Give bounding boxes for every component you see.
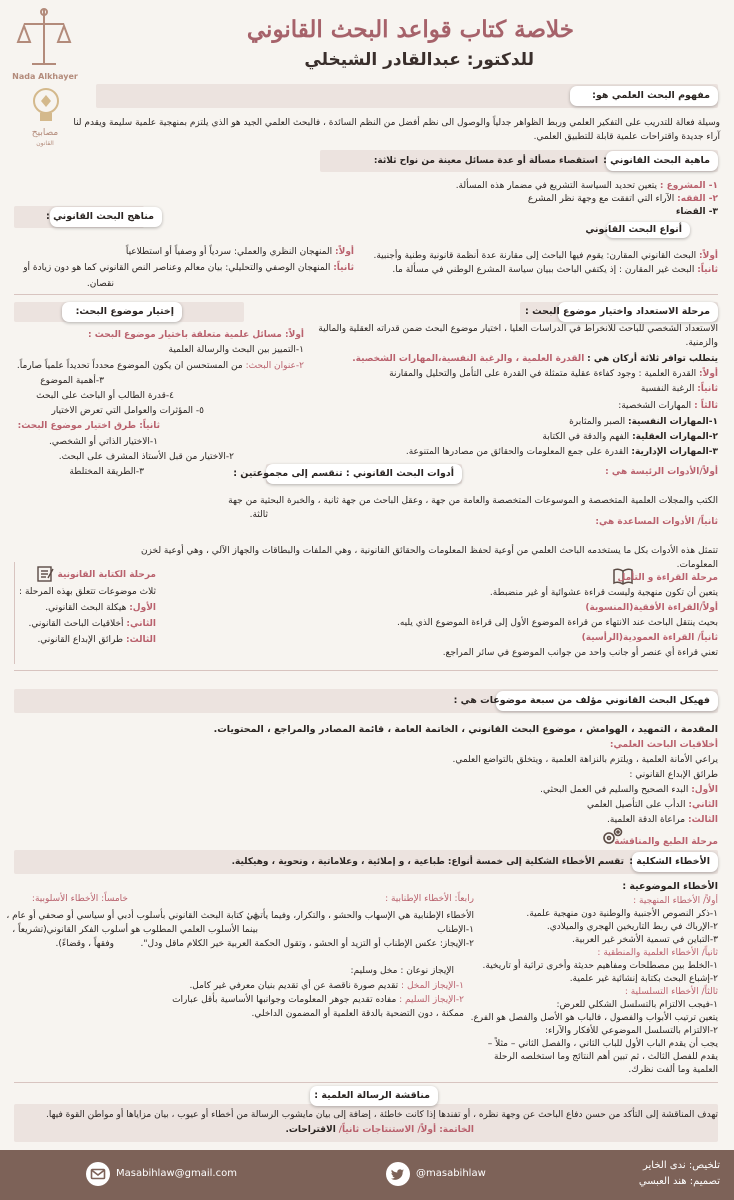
errors-m-3: ٣-التباين في تسمية الأشخر غير العربية. <box>571 935 718 945</box>
choose-item-2-text: من المستحسن ان يكون الموضوع محدداً تحديداً علمياً صارماً. <box>16 361 243 371</box>
structure-title: فهيكل البحث القانوني مؤلف من سبعة موضوعات هي : <box>496 691 718 711</box>
prep-second-label: ثانياً: <box>697 384 718 394</box>
nature-item-2-text: الآراء التي اتفقت مع وجهة نظر المشرع <box>527 194 675 204</box>
choose-method-2: ٢-الاختيار من قبل الأستاذ المشرف على البحث. <box>58 452 234 462</box>
tools-aux-line-1: تتمثل هذه الأدوات بكل ما يستخدمه الباحث العلمي من أوعية لحفظ المعلومات والحقائق القانونية ، وهي الملفات والبطاقات والجهاز الآلي ، وهي أوعية لخزن <box>140 546 718 556</box>
nature-item-1 <box>456 180 718 193</box>
errors-m-title: أولاً/ الأخطاء المنهجية : <box>633 896 718 906</box>
prep-skill-1-text: الصبر والمثابرة <box>569 417 626 427</box>
ethics-text: يراعي الأمانة العلمية ، ويلتزم بالنزاهة العلمية ، ويتخلق بالتواضع العلمي. <box>452 755 718 765</box>
errors-r-2: ١-الإطناب <box>437 925 474 935</box>
methods-second-cont: نقصان. <box>86 279 114 289</box>
prep-skill-3-text: القدرة على جمع المعلومات والحقائق من مصادرها المتنوعة. <box>405 447 629 457</box>
tools-main-title: أولاً/الأدوات الرئيسة هي : <box>605 467 718 477</box>
nature-item-1-label: ١- المشروع : <box>659 181 718 191</box>
types-title: أنواع البحث القانوني <box>606 222 690 238</box>
writing-second-label: الثاني: <box>126 619 156 629</box>
reading-line-5: تعني قراءة أي عنصر أو جانب واحد من جوانب الموضوع في سائر المراجع. <box>442 648 718 658</box>
prep-skill-1 <box>569 416 718 429</box>
prep-second-text: الرغبة النفسية <box>640 384 695 394</box>
choose-item-5: ٥- المؤثرات والعوامل التي تعرض الاختيار <box>51 406 204 416</box>
errors-s-1: ١-الخلط بين مصطلحات ومفاهيم حديثة وأخرى تراثية أو تاريخية. <box>482 961 718 971</box>
tools-main-line-1: الكتب والمجلات العلمية المتخصصة و الموسوعات المتخصصة والعامة من جهة ، وعقل الباحث من جهة ثانية ، والخبرة البحثية من جهة <box>228 496 718 506</box>
prep-third <box>618 400 718 413</box>
nature-item-3: ٣- القضاء <box>675 207 718 217</box>
brand-subtitle: القانون <box>36 140 54 147</box>
writing-first <box>45 602 156 615</box>
errors-st-title: خامساً: الأخطاء الأسلوبية: <box>31 894 128 904</box>
types-second <box>392 264 718 277</box>
nature-item-2-label: ٢- الفقه: <box>677 194 718 204</box>
author-name: للدكتور: عبدالقادر الشيخلي <box>304 50 534 70</box>
creative-2-text: الدأب على التأصيل العلمي <box>586 800 686 810</box>
logo-name: Nada Alkhayer <box>12 72 78 81</box>
footer-design: تصميم: هند العبسي <box>638 1176 720 1187</box>
choose-method-3: ٣-الطريقة المختلطة <box>69 467 144 477</box>
errors-q-2: يتعين ترتيب الأبواب والفصول ، فالباب هو الأصل والفصل هو الفرع. <box>470 1013 718 1023</box>
brand-name: مصابيح <box>31 128 59 138</box>
concept-title: مفهوم البحث العلمي هو: <box>570 86 718 106</box>
writing-second-text: أخلاقيات الباحث القانوني. <box>28 619 124 629</box>
writing-title: مرحلة الكتابة القانونية <box>57 570 156 580</box>
errors-m-1: ١-ذكر النصوص الأجنبية والوطنية دون منهجية علمية. <box>526 909 718 919</box>
footer-summary: تلخيص: ندى الخاير <box>642 1160 720 1171</box>
choose-item-2-label: ٢-عنوان البحث: <box>245 361 304 371</box>
structure-list: المقدمة ، التمهيد ، الهوامش ، موضوع البحث القانوني ، الخاتمة العامة ، قائمة المصادر والمراجع ، المحتويات. <box>213 724 718 735</box>
errors-q-5: يقدم للفصل الثالث ، ثم تبين أهم النتائج وما استخلصه الرحلة <box>494 1052 718 1062</box>
errors-r-3: ٢-الإيجاز: عكس الإطناب أو التزيد أو الحشو ، وتقول الحكمة العربية خير الكلام ماقل ودل". <box>140 939 474 949</box>
tools-aux-line-2: المعلومات. <box>676 560 718 570</box>
prep-first-label: أولاً: <box>699 369 718 379</box>
prep-skill-2-label: ٢-المهارات العقلية: <box>632 432 718 442</box>
prep-line-1: الاستعداد الشخصي للباحث للانخراط في الدراسات العليا ، اختيار موضوع البحث ضمن قدراته العقلية والمالية <box>318 324 718 334</box>
discussion-title: مناقشة الرسالة العلمية : <box>310 1086 438 1106</box>
prep-skill-2-text: الفهم والدقة في الكتابة <box>542 432 630 442</box>
email-address[interactable]: Masabihlaw@gmail.com <box>116 1168 237 1179</box>
errors-m-2: ٢-الإرباك في ربط التاريخين الهجري والميلادي. <box>546 922 718 932</box>
writing-first-label: الأول: <box>129 603 156 613</box>
discussion-line-2 <box>285 1124 474 1137</box>
nature-item-1-text: يتعين تحديد السياسة التشريع في مضمار هذه المسألة. <box>455 181 658 191</box>
choose-item-3: ٣-أهمية الموضوع <box>40 376 104 386</box>
twitter-handle[interactable]: @masabihlaw <box>416 1168 486 1179</box>
discussion-conclusion-text: الاقتراحات. <box>285 1125 336 1135</box>
methods-second-label: ثانياً: <box>333 263 354 273</box>
prep-line-2: والزمنية. <box>685 338 718 348</box>
prep-pillars-lead: يتطلب توافر ثلاثة أركان هي : <box>587 354 718 364</box>
section-divider-2 <box>14 670 718 671</box>
prep-first <box>389 368 718 381</box>
twitter-icon[interactable] <box>386 1162 410 1186</box>
errors-s-2: ٢-إشباع البحث بكتابة إنشائية غير علمية. <box>569 974 718 984</box>
methods-first <box>126 246 354 259</box>
prep-skill-2 <box>542 431 718 444</box>
errors-ij-1-label: ١-الإيجاز المخل : <box>401 981 464 991</box>
writing-third <box>37 634 156 647</box>
concept-line-1: وسيلة فعالة للتدريب على التفكير العلمي وربط الظواهر جدلياً والوصول الى نظم أفضل من النظم السائدة ، فالبحث العلمي الجيد هو الذي يلتزم بمنهجية علمية سليمة ويقدم لنا <box>73 118 720 128</box>
types-second-label: ثانياً: <box>697 265 718 275</box>
lightbulb-icon <box>28 86 64 126</box>
printing-title: مرحلة الطبع والمناقشة <box>614 837 718 847</box>
printing-lead-label: الأخطاء الشكلية : <box>632 852 718 872</box>
printing-lead-text: تقسم الأخطاء الشكلية إلى خمسة أنواع: طباعية ، و إملائية ، وعلاماتية ، ونحوية ، وهيكلية. <box>231 857 624 867</box>
errors-q-6: العلمية وما ألفت نظرك. <box>628 1065 718 1075</box>
prep-skill-3 <box>406 446 718 459</box>
errors-ij-2 <box>172 994 464 1007</box>
email-icon[interactable] <box>86 1162 110 1186</box>
choose-second-title: ثانياً: طرق اختيار موضوع البحث: <box>17 421 160 431</box>
errors-ij-1-text: تقديم صورة ناقصة عن أي تقديم بنيان معرفي غير كامل. <box>189 981 399 991</box>
prep-second <box>641 383 718 396</box>
tools-aux-title: ثانياً/ الأدوات المساعدة هي: <box>595 517 718 527</box>
methods-second-text: المنهجان الوصفي والتحليلي: بيان معالم وعناصر النص القانوني كما هو دون زيادة أو <box>23 263 331 273</box>
types-second-text: البحث غير المقارن : إذ يكتفي الباحث ببيان سياسة المشرع الوطني في مسألة ما. <box>392 265 695 275</box>
scales-logo-icon <box>14 6 74 70</box>
prep-third-label: ثالثاً : <box>694 401 718 411</box>
errors-r-title: رابعاً: الأخطاء الإطنابية : <box>385 894 474 904</box>
discussion-conclusion-label: الخاتمة: أولاً/ الاستنتاجات ثانياً/ <box>338 1125 474 1135</box>
reading-line-4: ثانياً/ القراءة العمودية(الرأسية) <box>581 633 718 643</box>
creative-1-text: البدء الصحيح والسليم في العمل البحثي. <box>540 785 689 795</box>
tools-main-line-2: ثالثة. <box>249 510 268 520</box>
creative-1-label: الأول: <box>691 785 718 795</box>
errors-st-3: وفقهاً ، وقضاءً). <box>55 939 114 949</box>
methods-second <box>23 262 354 275</box>
nature-text: استقصاء مسألة أو عدة مسائل معينة من نواح ثلاثة: <box>373 156 598 166</box>
methods-title: مناهج البحث القانوني : <box>50 207 162 227</box>
errors-ij-1 <box>189 980 464 993</box>
creative-3-label: الثالث: <box>687 815 718 825</box>
choose-item-1: ١-التمييز بين البحث والرسالة العلمية <box>168 345 304 355</box>
notepad-icon <box>36 565 56 583</box>
choose-title: إختيار موضوع البحث: <box>62 302 182 322</box>
prep-skill-1-label: ١-المهارات النفسية: <box>627 417 718 427</box>
methods-first-text: المنهجان النظري والعملي: سردياً أو وصفياً أو استطلاعياً <box>125 247 333 257</box>
errors-st-1: في كتابة البحث القانوني بأسلوب أدبي أو سياسي أو صحفي أو عام ، <box>6 911 258 921</box>
errors-title: الأخطاء الموضوعية : <box>622 881 718 892</box>
writing-second <box>28 618 156 631</box>
prep-pillars-list: القدرة العلمية ، والرغبة النفسية،المهارات الشخصية. <box>352 354 585 364</box>
prep-first-text: القدرة العلمية : وجود كفاءة عقلية متمثلة في القدرة على التأمل والتحليل والمقارنة <box>389 369 697 379</box>
errors-ij-title: الإيجاز نوعان : مخل وسليم: <box>350 966 454 976</box>
errors-r-1: الأخطاء الإطنابية هي الإسهاب والحشو ، والتكرار، وفيما يأتي : <box>247 911 474 921</box>
footer <box>0 1150 734 1200</box>
reading-line-1: يتعين أن تكون منهجية وليست قراءة عشوائية أو غير منضبطة. <box>489 588 718 598</box>
writing-third-text: طرائق الإبداع القانوني. <box>37 635 124 645</box>
creative-1 <box>540 784 718 797</box>
methods-first-label: أولاً: <box>335 247 354 257</box>
choose-first-title: أولاً: مسائل علمية متعلقة باختيار موضوع البحث : <box>88 330 304 340</box>
creative-2-label: الثاني: <box>688 800 718 810</box>
prep-third-text: المهارات الشخصية: <box>618 401 692 411</box>
prep-title: مرحلة الاستعداد واختيار موضوع البحث : <box>558 302 718 322</box>
writing-line-1: ثلاث موضوعات تتعلق بهذه المرحلة : <box>19 587 156 597</box>
creative-3-text: مراعاة الدقة العلمية. <box>606 815 686 825</box>
ethics-title: أخلاقيات الباحث العلمي: <box>609 740 718 750</box>
errors-q-title: ثالثاً/ الأخطاء التسلسلية : <box>624 987 718 997</box>
writing-third-label: الثالث: <box>125 635 156 645</box>
page-title: خلاصة كتاب قواعد البحث القانوني <box>246 16 574 43</box>
errors-st-2: بينما الأسلوب العلمي المطلوب هو أسلوب الفكر القانوني(تشريعاً ، <box>12 925 258 935</box>
section-divider <box>14 294 718 295</box>
section-divider-3 <box>14 1082 718 1083</box>
prep-pillars <box>352 353 718 366</box>
creative-title: طرائق الإبداع القانوني : <box>629 770 718 780</box>
errors-q-1: ١-فيجب الالتزام بالتسلسل الشكلي للعرض: <box>556 1000 718 1010</box>
nature-item-2 <box>528 193 718 206</box>
errors-q-3: ٢-الالتزام بالتسلسل الموضوعي للأفكار والآراء: <box>544 1026 718 1036</box>
tools-title: أدوات البحث القانوني : تنقسم إلى مجموعتين : <box>266 464 462 484</box>
types-first-text: البحث القانوني المقارن: يقوم فيها الباحث إلى مقارنة عدة أنظمة قانونية وطنية وأجنبية. <box>373 251 697 261</box>
creative-2 <box>587 799 718 812</box>
reading-title: مرحلة القراءة و التأمل <box>617 573 718 583</box>
choose-item-2 <box>17 360 304 373</box>
errors-s-title: ثانياً/ الأخطاء العلمية والمنطقية : <box>597 948 718 958</box>
discussion-line-1: تهدف المناقشة إلى التأكد من حسن دفاع الباحث عن وجهة نظره ، أو تفندها إذا كانت خاطئة ، إضافة إلى بيان مايشوب الرسالة من أخطاء أو عيوب ، بيان مزاياها أو مواطن القوة فيها. <box>46 1110 718 1120</box>
concept-line-2: آراء جديدة واقتراحات علمية قابلة للتطبيق العلمي. <box>533 132 720 142</box>
errors-ij-3: ممكنة ، دون التضحية بالدقة العلمية أو المضمون الداخلي. <box>251 1009 464 1019</box>
reading-line-2: أولاً/القراءة الأفقية(المنسوبة) <box>585 603 718 613</box>
reading-line-3: بحيث ينتقل الباحث عند الانتهاء من قراءة الموضوع الأول إلى قراءة الموضوع الذي يليه. <box>396 618 718 628</box>
choose-method-1: ١-الاختيار الذاتي أو الشخصي. <box>49 437 158 447</box>
errors-ij-2-label: ٢-الإيجاز السليم : <box>399 995 464 1005</box>
types-first <box>373 250 718 263</box>
prep-skill-3-label: ٣-المهارات الإدارية: <box>631 447 718 457</box>
errors-q-4: يجب أن يقدم الباب الأول للباب الثاني ، والفصل الثاني – مثلاً – <box>487 1039 718 1049</box>
writing-first-text: هيكلة البحث القانوني. <box>45 603 127 613</box>
errors-ij-2-text: مفاده تقديم جوهر المعلومات وجوانبها الأساسية بأقل عبارات <box>172 995 397 1005</box>
nature-title: ماهية البحث القانوني : <box>606 151 718 171</box>
choose-item-4: ٤-قدرة الطالب أو الباحث على البحث <box>36 391 174 401</box>
types-first-label: أولاً: <box>699 251 718 261</box>
